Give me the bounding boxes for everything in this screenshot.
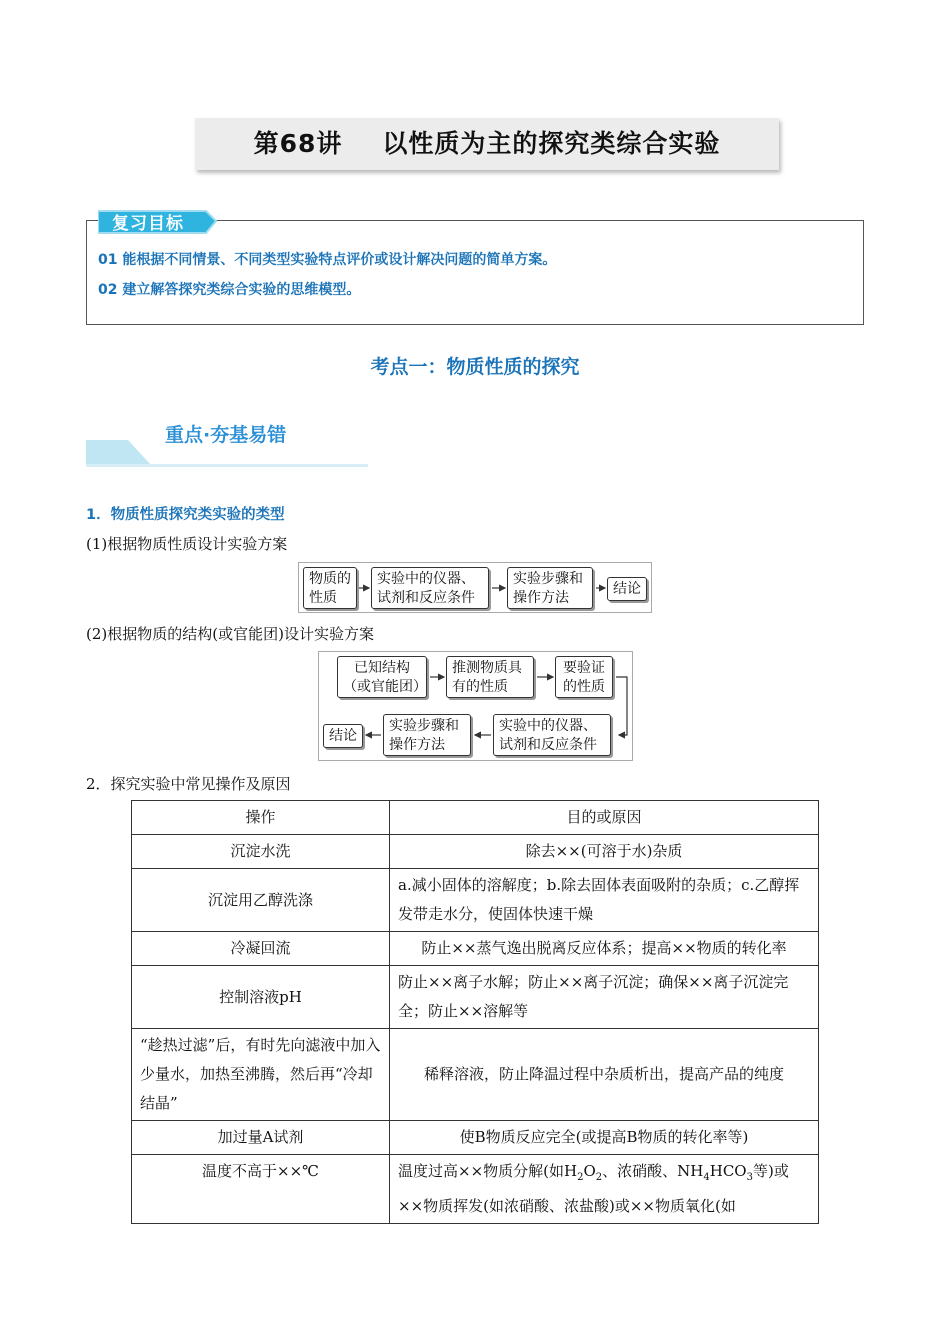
flow2-box-text: 推测物质具 xyxy=(452,660,522,676)
flow1-box-text: 操作方法 xyxy=(513,590,569,606)
table-cell-reason: a.减小固体的溶解度；b.除去固体表面吸附的杂质；c.乙醇挥发带走水分，使固体快速干燥 xyxy=(390,869,819,932)
heading-experiment-types: 1．物质性质探究类实验的类型 xyxy=(86,507,285,523)
subscript: 3 xyxy=(746,1172,753,1183)
table-cell-operation: 控制溶液pH xyxy=(132,966,390,1029)
subscript: 4 xyxy=(703,1172,710,1183)
flow1-box-text: 结论 xyxy=(613,581,641,597)
table-row xyxy=(132,932,819,966)
flow2-box-text: 实验中的仪器、 xyxy=(499,718,597,734)
table-cell-reason: 防止××蒸气逸出脱离反应体系；提高××物质的转化率 xyxy=(390,932,819,966)
lecture-topic: 以性质为主的探究类综合实验 xyxy=(382,129,721,158)
flow2-box-text: 有的性质 xyxy=(452,679,508,695)
table-row xyxy=(132,966,819,1029)
flow1-box-text: 实验中的仪器、 xyxy=(377,571,475,587)
table-row xyxy=(132,1029,819,1121)
review-goals-tag: 复习目标 xyxy=(112,214,184,234)
lecture-number: 第68讲 xyxy=(253,129,343,158)
flow1-caption: (1)根据物质性质设计实验方案 xyxy=(86,535,288,553)
flow2-diagram xyxy=(318,651,633,761)
table-header-row xyxy=(132,801,819,835)
flow2-box-text: 已知结构 xyxy=(354,660,410,676)
flow2-caption: (2)根据物质的结构(或官能团)设计实验方案 xyxy=(86,625,374,643)
flow1-box-text: 物质的 xyxy=(309,571,351,587)
review-goal-item: 02 建立解答探究类综合实验的思维模型。 xyxy=(98,282,361,298)
section-title: 考点一：物质性质的探究 xyxy=(370,356,580,378)
flow2-box-text: 要验证 xyxy=(563,660,605,676)
flow2-box-text: （或官能团） xyxy=(343,679,427,695)
flow2-arrows xyxy=(319,652,632,760)
flow2-box-text: 的性质 xyxy=(563,679,605,695)
table-row xyxy=(132,1155,819,1224)
table-row xyxy=(132,1121,819,1155)
flow1-diagram xyxy=(298,562,652,613)
flow1-box-text: 性质 xyxy=(309,590,337,606)
table-cell-operation: 温度不高于××℃ xyxy=(132,1155,390,1224)
sub-banner-title: 重点·夯基易错 xyxy=(165,424,287,446)
review-goals-box xyxy=(86,220,864,325)
table-cell-operation: 沉淀用乙醇洗涤 xyxy=(132,869,390,932)
table-cell-reason: 稀释溶液，防止降温过程中杂质析出，提高产品的纯度 xyxy=(390,1029,819,1121)
table-header-cell: 操作 xyxy=(132,801,390,835)
lecture-title-box xyxy=(195,118,779,170)
flow2-box-text: 试剂和反应条件 xyxy=(499,737,597,753)
table-cell-reason xyxy=(390,1155,819,1224)
table-cell-operation: “趁热过滤”后，有时先向滤液中加入少量水，加热至沸腾，然后再“冷却结晶” xyxy=(132,1029,390,1121)
rich-text: 温度过高××物质分解(如H xyxy=(398,1162,578,1180)
subscript: 2 xyxy=(595,1172,603,1183)
table-cell-operation: 加过量A试剂 xyxy=(132,1121,390,1155)
flow2-box-text: 操作方法 xyxy=(389,737,445,753)
table-row xyxy=(132,835,819,869)
table-row xyxy=(132,869,819,932)
lecture-title xyxy=(195,118,779,170)
table-cell-reason: 除去××(可溶于水)杂质 xyxy=(390,835,819,869)
table-cell-operation: 冷凝回流 xyxy=(132,932,390,966)
review-goal-item: 01 能根据不同情景、不同类型实验特点评价或设计解决问题的简单方案。 xyxy=(98,252,557,268)
heading-common-operations: 2．探究实验中常见操作及原因 xyxy=(86,775,291,793)
operations-table xyxy=(131,800,819,1224)
flow1-box-text: 实验步骤和 xyxy=(513,571,583,587)
rich-text: 等)或××物质挥发(如浓硝酸、浓盐酸)或××物质氧化(如 xyxy=(398,1162,789,1215)
rich-text: O xyxy=(583,1162,596,1180)
table-header-cell: 目的或原因 xyxy=(390,801,819,835)
table-cell-reason: 防止××离子水解；防止××离子沉淀；确保××离子沉淀完全；防止××溶解等 xyxy=(390,966,819,1029)
flow1-arrows xyxy=(299,563,651,612)
rich-text: 、浓硝酸、NH xyxy=(602,1162,704,1180)
table-cell-reason: 使B物质反应完全(或提高B物质的转化率等) xyxy=(390,1121,819,1155)
flow2-box-text: 结论 xyxy=(329,728,357,744)
table-cell-operation: 沉淀水洗 xyxy=(132,835,390,869)
flow2-box-text: 实验步骤和 xyxy=(389,718,459,734)
flow1-box-text: 试剂和反应条件 xyxy=(377,590,475,606)
rich-text: HCO xyxy=(709,1162,747,1180)
subscript: 2 xyxy=(577,1172,584,1183)
